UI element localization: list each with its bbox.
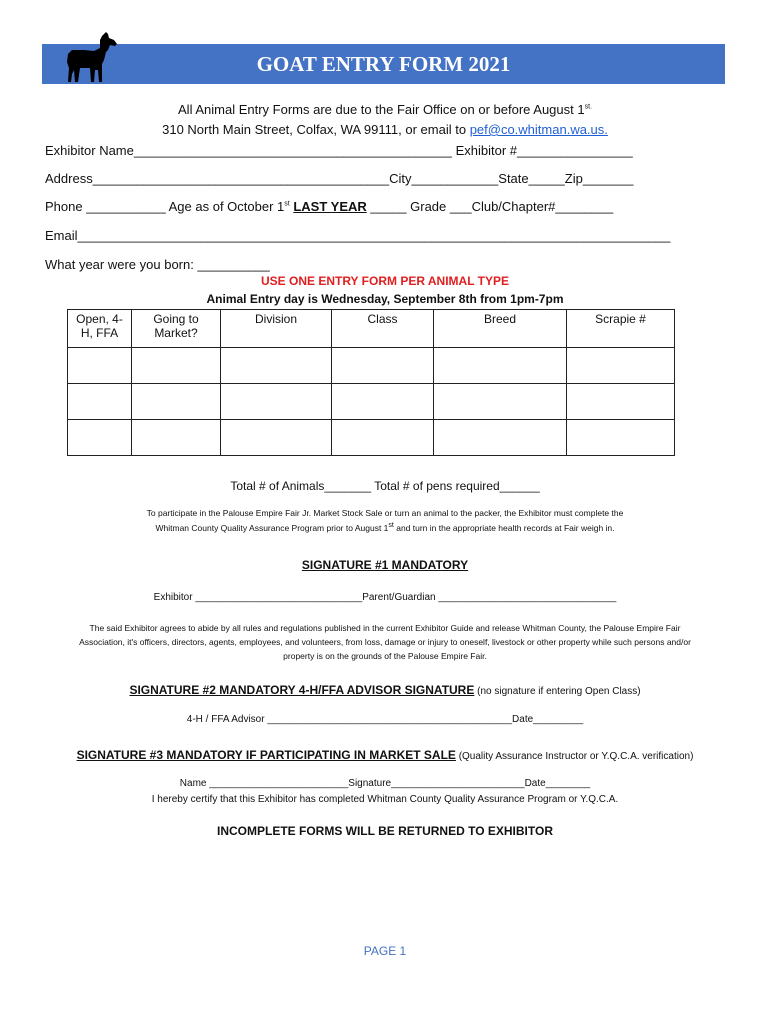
signature-2-note: (no signature if entering Open Class) (474, 686, 641, 697)
cell-division[interactable] (221, 420, 332, 456)
table-row (68, 420, 675, 456)
signature-3-note: (Quality Assurance Instructor or Y.Q.C.A. verification) (455, 751, 694, 762)
signature-2-line[interactable]: 4-H / FFA Advisor ____________________________________________Date_________ (186, 714, 584, 725)
birth-year-field[interactable]: What year were you born: __________ (45, 257, 270, 272)
phone-age-grade-field[interactable]: Phone ___________ Age as of October 1st LAST YEAR _____ Grade ___Club/Chapter#________ (45, 199, 614, 214)
cell-breed[interactable] (434, 384, 567, 420)
entry-day-notice: Animal Entry day is Wednesday, September 8th from 1pm-7pm (206, 292, 564, 306)
table-row (68, 348, 675, 384)
cell-breed[interactable] (434, 348, 567, 384)
certify-text: I hereby certify that this Exhibitor has completed Whitman County Quality Assurance Program or Y.Q.C.A. (151, 794, 619, 805)
animal-entry-table (67, 309, 675, 456)
cell-scrapie[interactable] (567, 384, 675, 420)
cell-open[interactable] (68, 384, 132, 420)
signature-3-heading: SIGNATURE #3 MANDATORY IF PARTICIPATING IN MARKET SALE (76, 748, 456, 762)
form-title: GOAT ENTRY FORM 2021 (256, 52, 511, 76)
signature-1-line[interactable]: Exhibitor ______________________________Parent/Guardian ________________________________ (153, 592, 617, 603)
signature-3-line[interactable]: Name _________________________Signature________________________Date________ (179, 778, 591, 789)
due-date-notice: All Animal Entry Forms are due to the Fair Office on or before August $1^{st.}$ (178, 102, 592, 117)
cell-open[interactable] (68, 348, 132, 384)
header-division: Division (221, 310, 332, 348)
goat-silhouette-icon (62, 30, 120, 86)
header-open-4h-ffa: Open, 4-H, FFA (68, 310, 132, 348)
cell-division[interactable] (221, 384, 332, 420)
cell-scrapie[interactable] (567, 420, 675, 456)
cell-scrapie[interactable] (567, 348, 675, 384)
address-field[interactable]: Address_________________________________________City____________State_____Zip_______ (45, 171, 634, 186)
table-header-row (68, 310, 675, 348)
email-link[interactable]: pef@co.whitman.wa.us. (469, 122, 608, 137)
release-text-2: Association, it's officers, directors, agents, employees, and volunteers, from loss, damage or injury to oneself, livestock or other property while such persons and/or (79, 637, 691, 647)
header-class: Class (332, 310, 434, 348)
header-breed: Breed (434, 310, 567, 348)
signature-2-heading: SIGNATURE #2 MANDATORY 4-H/FFA ADVISOR SIGNATURE (129, 683, 475, 697)
signature-3-heading-row (0, 746, 770, 764)
qa-notice-line2: Whitman County Quality Assurance Program prior to August 1st and turn in the appropriate health records at Fair weigh in. (155, 522, 615, 533)
cell-open[interactable] (68, 420, 132, 456)
cell-class[interactable] (332, 348, 434, 384)
exhibitor-name-field[interactable]: Exhibitor Name____________________________________________ Exhibitor #________________ (45, 143, 633, 158)
signature-1-heading: SIGNATURE #1 MANDATORY (301, 558, 469, 572)
qa-notice-line1: To participate in the Palouse Empire Fair Jr. Market Stock Sale or turn an animal to the packer, the Exhibitor must complete the (146, 508, 624, 518)
page-number: PAGE 1 (363, 944, 407, 958)
cell-class[interactable] (332, 384, 434, 420)
cell-market[interactable] (132, 384, 221, 420)
incomplete-forms-notice: INCOMPLETE FORMS WILL BE RETURNED TO EXHIBITOR (216, 824, 553, 838)
table-row (68, 384, 675, 420)
cell-market[interactable] (132, 348, 221, 384)
email-field[interactable]: Email__________________________________________________________________________________ (45, 228, 671, 243)
cell-class[interactable] (332, 420, 434, 456)
cell-market[interactable] (132, 420, 221, 456)
cell-breed[interactable] (434, 420, 567, 456)
header-scrapie: Scrapie # (567, 310, 675, 348)
release-text-1: The said Exhibitor agrees to abide by all rules and regulations published in the current Exhibitor Guide and release Whitman County, the Palouse Empire Fair (89, 623, 681, 633)
address-notice: 310 North Main Street, Colfax, WA 99111, or email to pef@co.whitman.wa.us. (162, 122, 608, 137)
cell-division[interactable] (221, 348, 332, 384)
header-going-to-market: Going to Market? (132, 310, 221, 348)
release-text-3: property is on the grounds of the Palouse Empire Fair. (283, 651, 487, 661)
signature-2-heading-row (0, 681, 770, 699)
totals-field[interactable]: Total # of Animals_______ Total # of pens required______ (230, 479, 540, 493)
one-form-notice: USE ONE ENTRY FORM PER ANIMAL TYPE (260, 274, 510, 288)
